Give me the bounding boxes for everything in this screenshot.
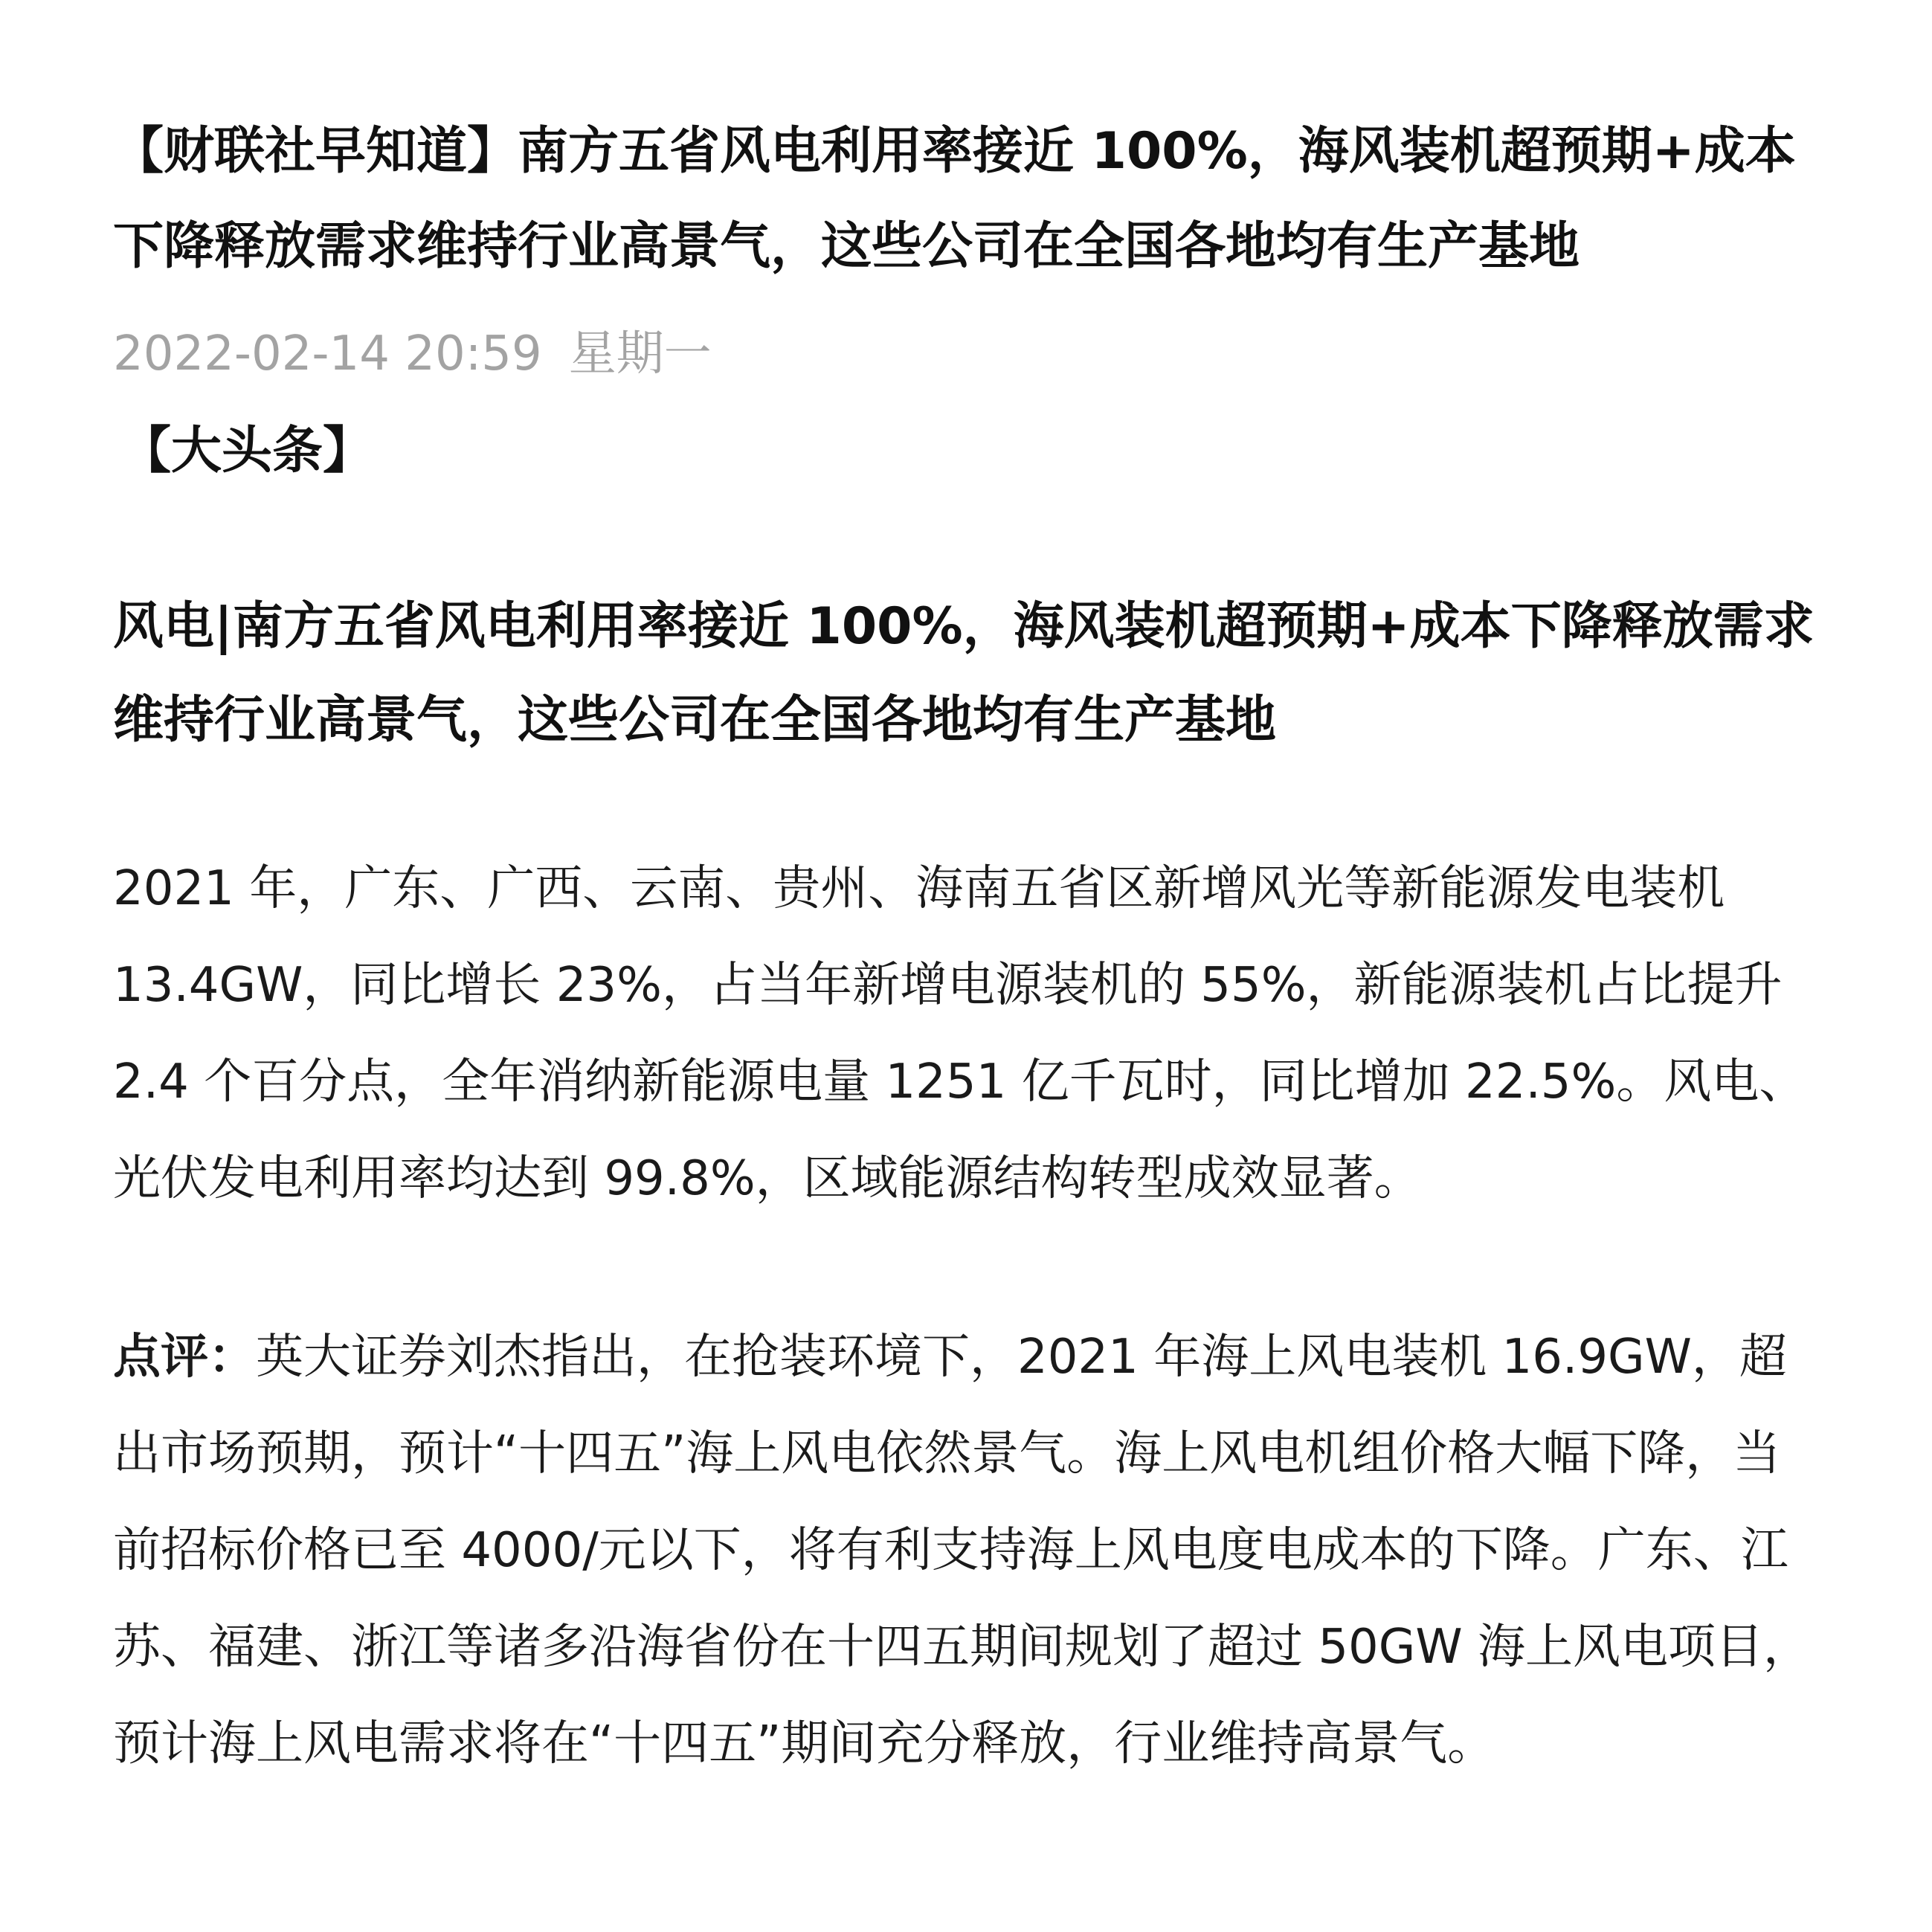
publish-weekday: 星期一 bbox=[568, 326, 712, 381]
article bbox=[113, 104, 1823, 1840]
article-meta bbox=[113, 317, 1823, 391]
article-subhead: 风电|南方五省风电利用率接近 100%，海风装机超预期+成本下降释放需求维持行业高景气，这些公司在全国各地均有生产基地 bbox=[113, 597, 1815, 750]
publish-date: 2022-02-14 20:59 bbox=[113, 326, 542, 381]
article-title: 【财联社早知道】南方五省风电利用率接近 100%，海风装机超预期+成本下降释放需求维持行业高景气，这些公司在全国各地均有生产基地 bbox=[113, 122, 1796, 276]
comment-paragraph bbox=[113, 1309, 1823, 1792]
section-tag: 【大头条】 bbox=[120, 422, 374, 480]
comment-label: 点评： bbox=[113, 1330, 256, 1385]
comment-text: 英大证券刘杰指出，在抢装环境下，2021 年海上风电装机 16.9GW，超出市场预期，预计“十四五”海上风电依然景气。海上风电机组价格大幅下降，当前招标价格已至 4000/元以下，将有利支持海上风电度电成本的下降。广东、江苏、福建、浙江等诸多沿海省份在十四五期间规划了超过 50GW 海上风电项目，预计海上风电需求将在“十四五”期间充分释放，行业维持高景气。 bbox=[113, 1330, 1811, 1771]
body-paragraph: 2021 年，广东、广西、云南、贵州、海南五省区新增风光等新能源发电装机 13.4GW，同比增长 23%，占当年新增电源装机的 55%，新能源装机占比提升 2.4 个百分点，全年消纳新能源电量 1251 亿千瓦时，同比增加 22.5%。风电、光伏发电利用率均达到 99.8%，区域能源结构转型成效显著。 bbox=[113, 861, 1807, 1206]
